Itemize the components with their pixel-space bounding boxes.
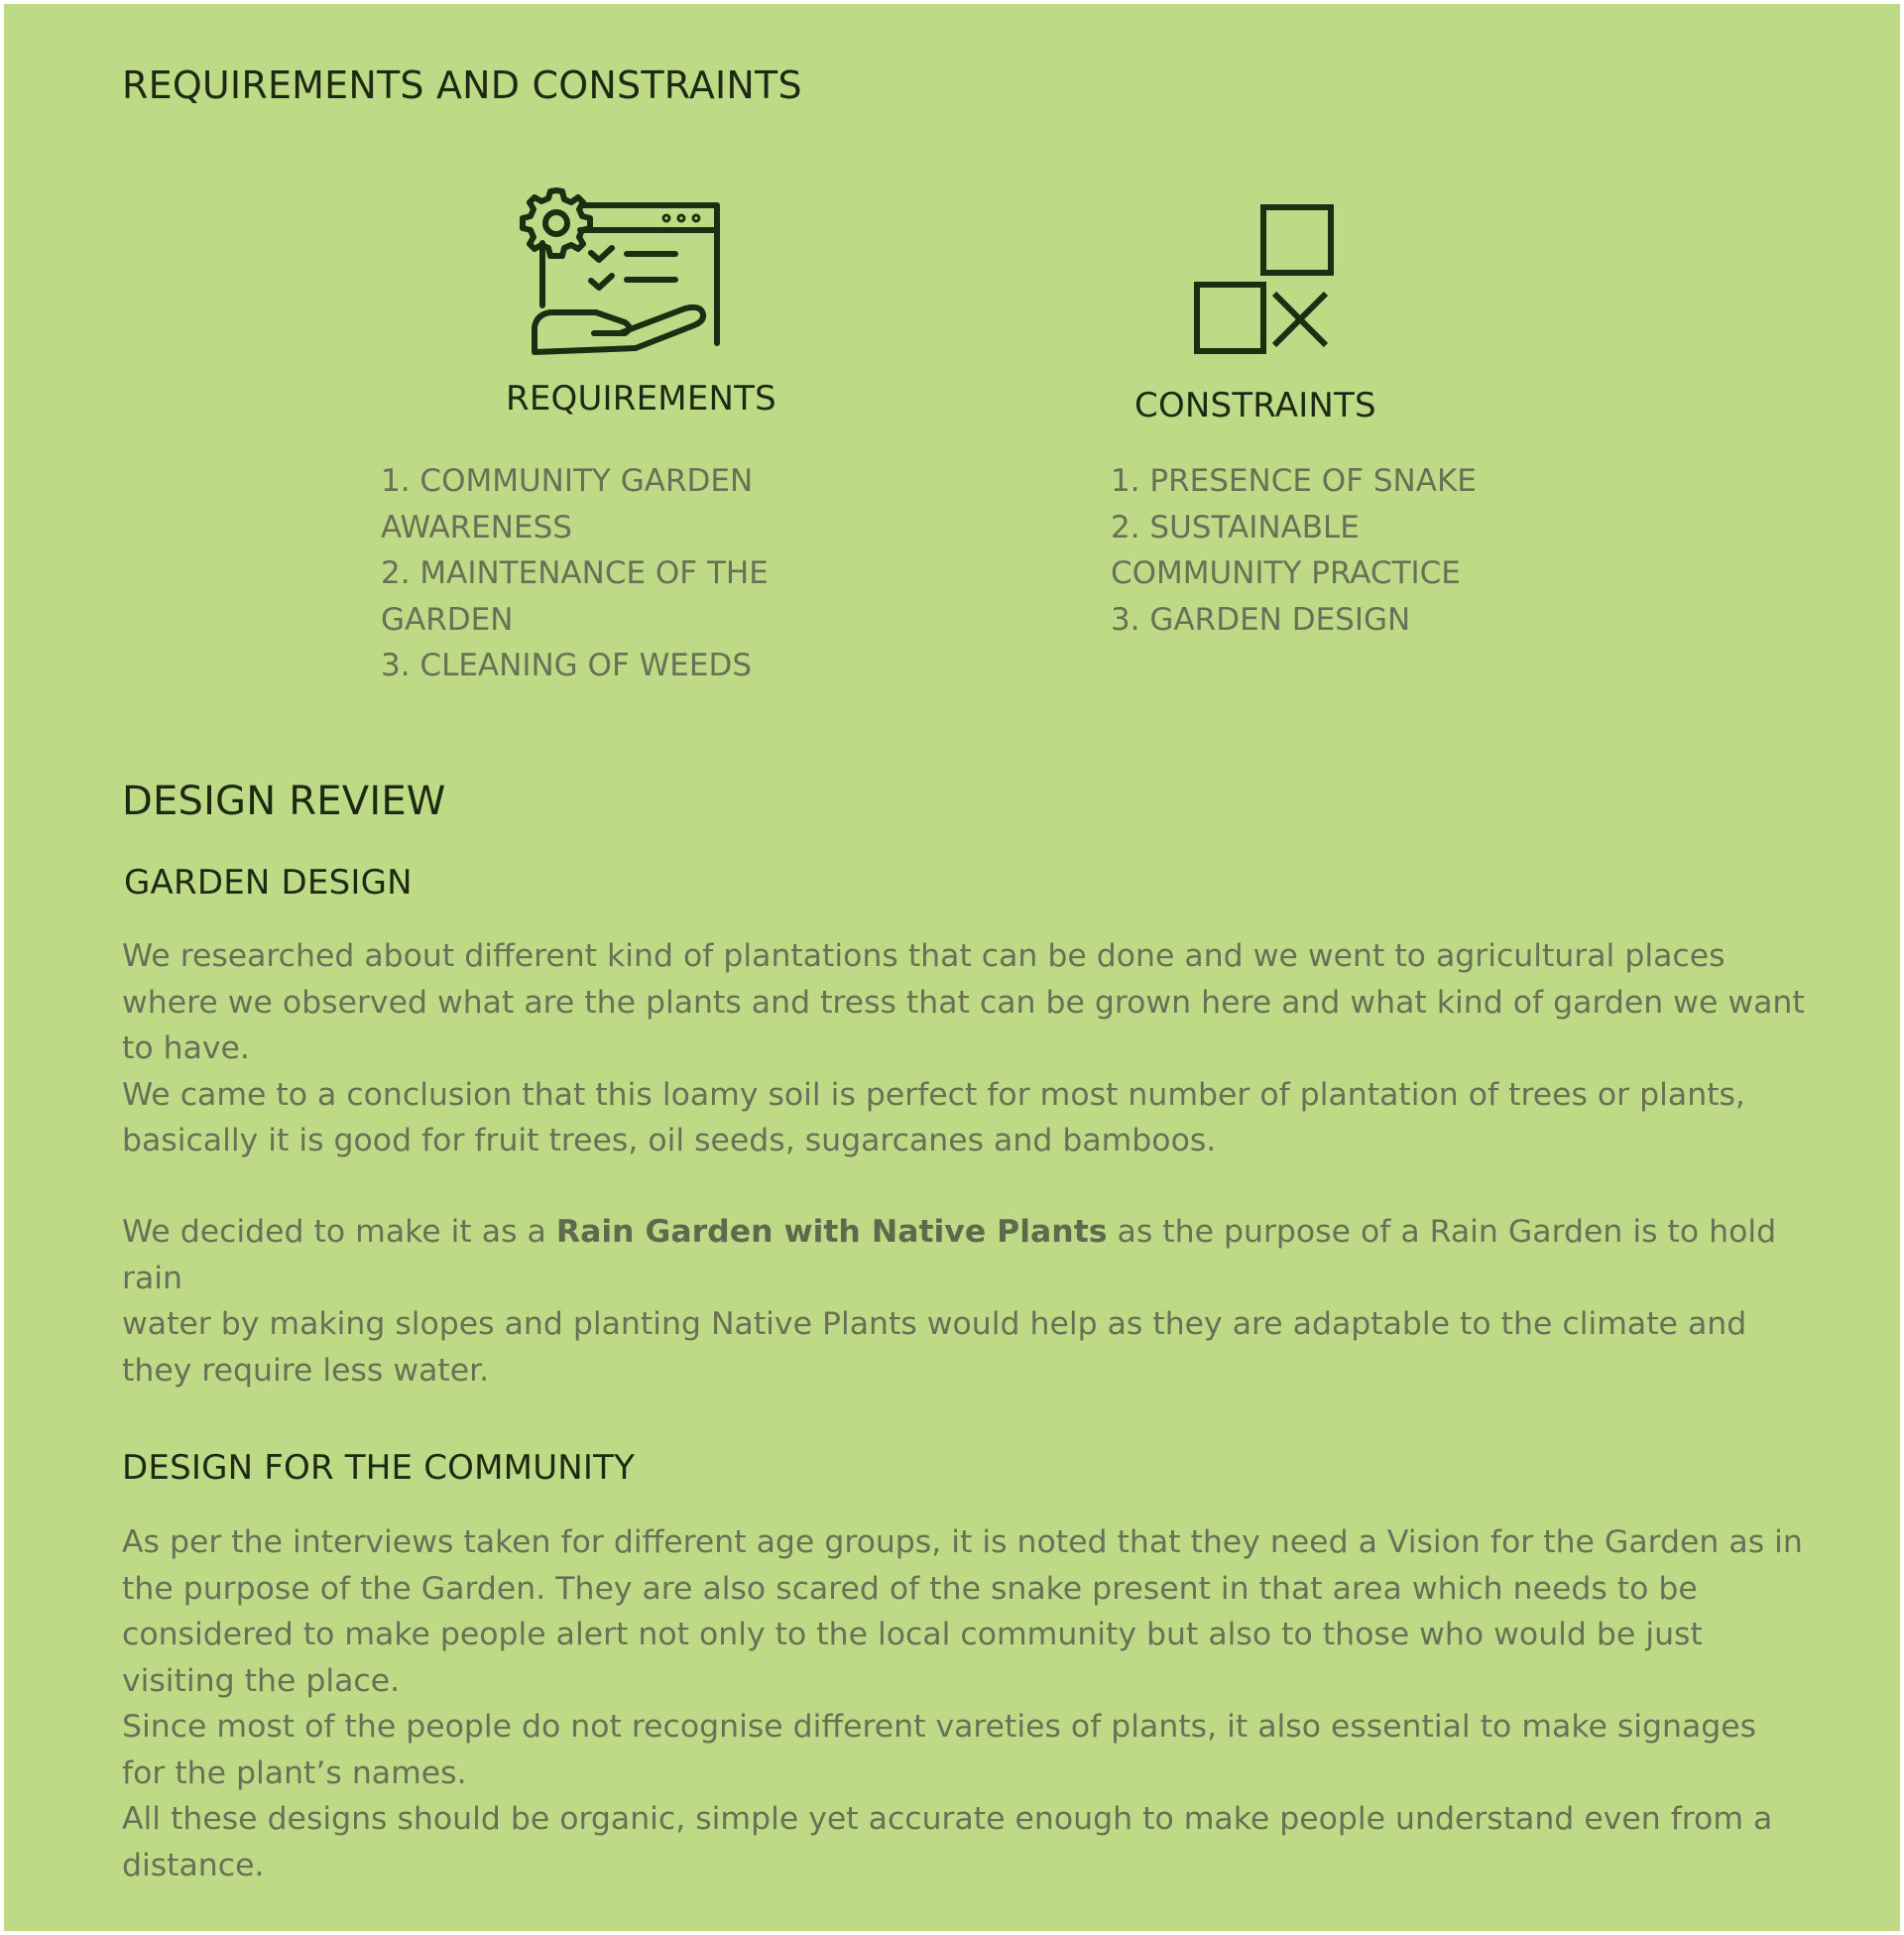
garden-design-paragraph-1: We researched about different kind of plantations that can be done and we went to agricultural places where we observed what are the plants and tress that can be grown here and what kind of garden we want to have. We came to a conclusion that this loamy soil is perfect for most number of plantation of trees or plants, basically it is good for fruit trees, oil seeds, sugarcanes and bamboos. [122, 938, 1805, 1158]
community-design-heading: DESIGN FOR THE COMMUNITY [122, 1448, 636, 1488]
requirements-label: REQUIREMENTS [506, 379, 776, 419]
requirements-icon [513, 185, 725, 358]
document-page [4, 4, 1900, 1931]
garden-design-paragraph-2 [122, 1209, 1828, 1393]
constraints-label: CONSTRAINTS [1134, 386, 1376, 425]
paragraph-2-bold-text: Rain Garden with Native Plants [555, 1214, 1108, 1250]
constraints-list: 1. PRESENCE OF SNAKE 2. SUSTAINABLE COMMUNITY PRACTICE 3. GARDEN DESIGN [1111, 463, 1477, 638]
community-design-paragraph: As per the interviews taken for different age groups, it is noted that they need a Vision for the Garden as in the purpose of the Garden. They are also scared of the snake present in that area which needs to be considered to make people alert not only to the local community but also to those who would be just visiting the place. Since most of the people do not recognise different vareties of plants, it also essential to make signages for the plant’s names. All these designs should be organic, simple yet accurate enough to make people understand even from a distance. [122, 1524, 1803, 1883]
paragraph-2-text-start: We decided to make it as a [122, 1214, 556, 1250]
constraints-icon [1191, 200, 1335, 357]
design-review-heading: DESIGN REVIEW [122, 779, 446, 824]
garden-design-heading: GARDEN DESIGN [124, 863, 413, 903]
paragraph-2-text-end: as the purpose of a Rain Garden is to hold rain water by making slopes and planting Native Plants would help as they are adaptable to the climate and they require less water. [122, 1214, 1777, 1389]
requirements-list: 1. COMMUNITY GARDEN AWARENESS 2. MAINTENANCE OF THE GARDEN 3. CLEANING OF WEEDS [381, 463, 769, 683]
page-title: REQUIREMENTS AND CONSTRAINTS [122, 63, 802, 107]
